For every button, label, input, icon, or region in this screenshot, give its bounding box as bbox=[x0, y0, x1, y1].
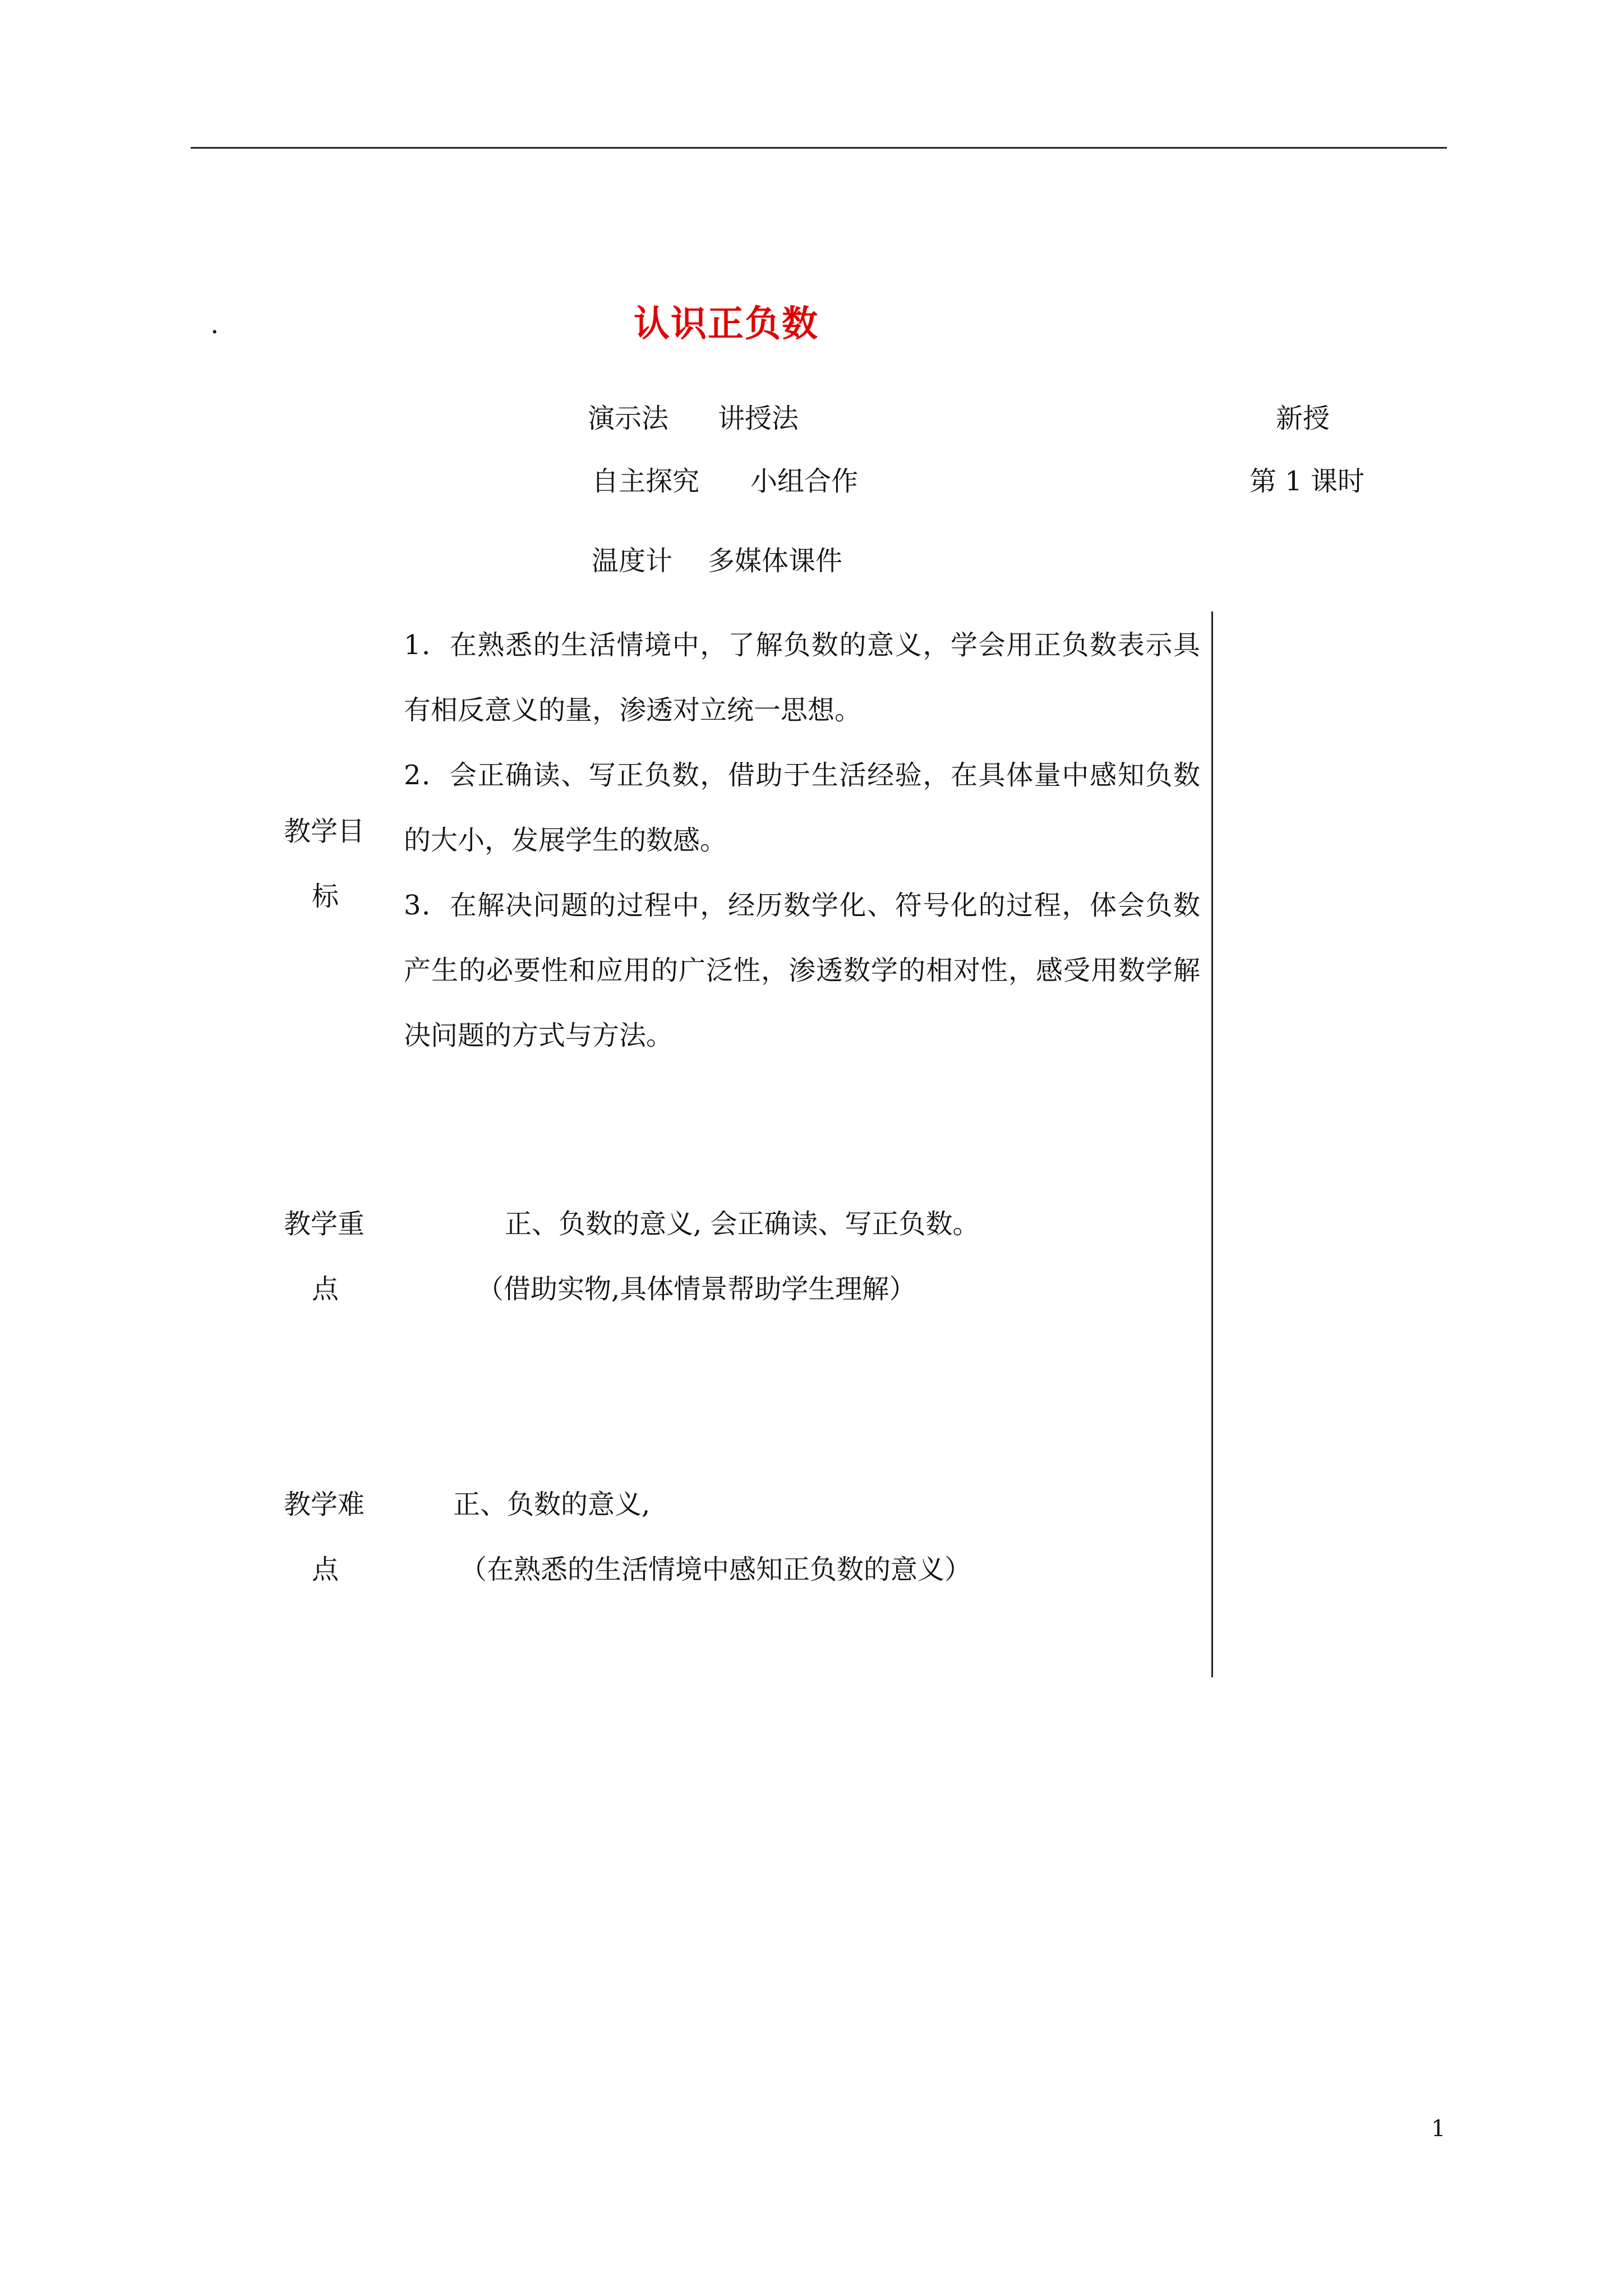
leading-dot: . bbox=[210, 309, 219, 340]
objectives-list bbox=[404, 613, 1200, 1068]
document-title: 认识正负数 bbox=[634, 303, 819, 345]
teaching-method-1: 演示法 bbox=[588, 403, 669, 434]
difficulties-label-line1: 教学难 bbox=[284, 1489, 365, 1520]
difficulties-line2: （在熟悉的生活情境中感知正负数的意义） bbox=[460, 1554, 972, 1585]
objective-item-3: 3．在解决问题的过程中，经历数学化、符号化的过程，体会负数产生的必要性和应用的广泛性，渗透数学的相对性，感受用数学解决问题的方式与方法。 bbox=[404, 890, 1200, 1051]
objective-item-1: 1．在熟悉的生活情境中，了解负数的意义，学会用正负数表示具有相反意义的量，渗透对立统一思想。 bbox=[404, 629, 1200, 726]
teaching-method-2: 讲授法 bbox=[718, 403, 799, 434]
header-rule bbox=[191, 147, 1447, 149]
learning-method-2: 小组合作 bbox=[750, 466, 859, 497]
key-points-label-line2: 点 bbox=[312, 1273, 339, 1305]
page-number: 1 bbox=[1431, 2116, 1446, 2142]
key-points-line2: （借助实物,具体情景帮助学生理解） bbox=[477, 1273, 916, 1305]
objectives-label-line2: 标 bbox=[312, 881, 339, 912]
lesson-type: 新授 bbox=[1276, 403, 1330, 434]
objectives-label-line1: 教学目 bbox=[284, 816, 365, 847]
learning-method-1: 自主探究 bbox=[592, 466, 700, 497]
objective-item-2: 2．会正确读、写正负数，借助于生活经验，在具体量中感知负数的大小，发展学生的数感。 bbox=[404, 760, 1200, 856]
difficulties-label-line2: 点 bbox=[312, 1554, 339, 1585]
key-points-label-line1: 教学重 bbox=[284, 1208, 365, 1240]
table-right-border bbox=[1211, 611, 1213, 1677]
difficulties-line1: 正、负数的意义, bbox=[453, 1489, 651, 1520]
teaching-tool-2: 多媒体课件 bbox=[708, 545, 843, 577]
teaching-tool-1: 温度计 bbox=[592, 545, 673, 577]
lesson-period: 第 1 课时 bbox=[1249, 466, 1365, 497]
key-points-line1: 正、负数的意义, 会正确读、写正负数。 bbox=[505, 1208, 980, 1240]
